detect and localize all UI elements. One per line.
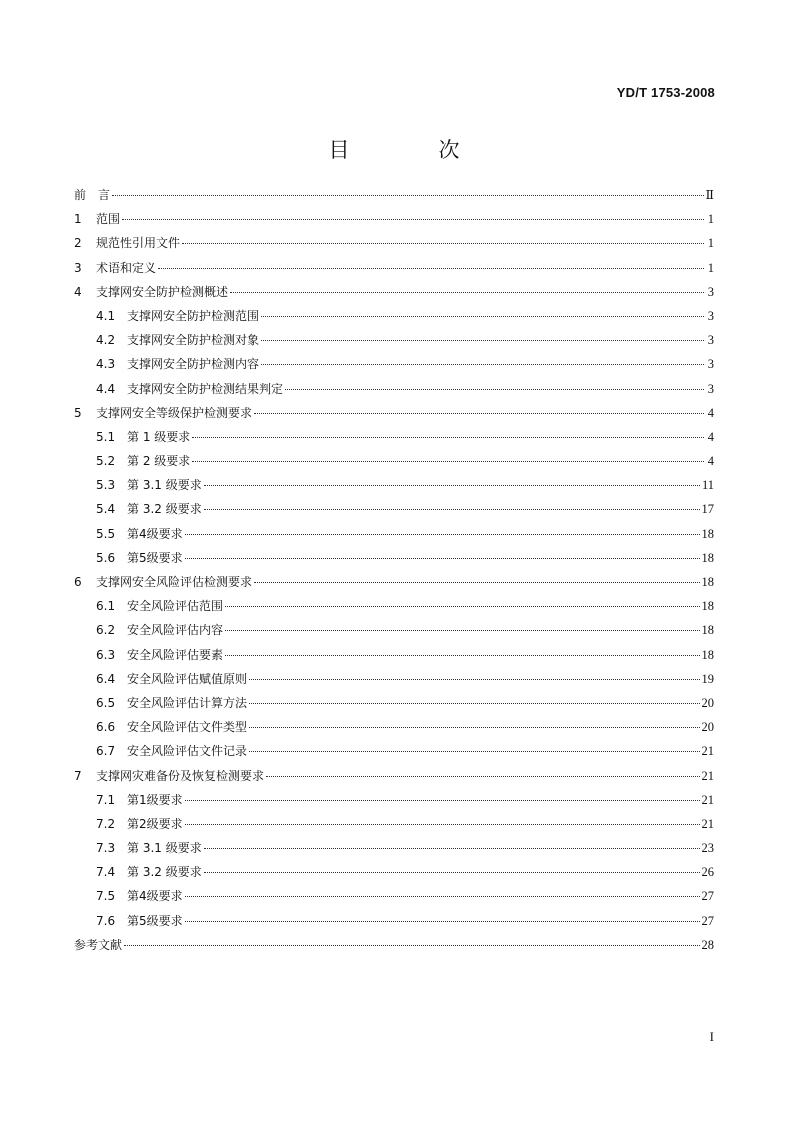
toc-entry-number: 6.4 <box>96 671 116 686</box>
dot-leader <box>185 558 700 559</box>
toc-entry-label: 安全风险评估赋值原则 <box>127 671 248 686</box>
toc-entry[interactable] <box>74 283 714 307</box>
dot-leader <box>225 606 699 607</box>
toc-entry-page: 3 <box>707 308 714 323</box>
toc-entry-number: 7.6 <box>96 913 116 928</box>
toc-entry-number: 5.1 <box>96 429 116 444</box>
table-of-contents <box>74 186 714 960</box>
document-code: YD/T 1753-2008 <box>616 85 715 100</box>
toc-entry-number: 7 <box>74 768 82 783</box>
toc-entry-label: 支撑网安全防护检测内容 <box>127 357 260 372</box>
toc-entry-number: 6.5 <box>96 695 116 710</box>
toc-entry[interactable] <box>74 549 714 573</box>
toc-entry-label: 第2级要求 <box>127 816 183 831</box>
toc-entry[interactable] <box>74 887 714 911</box>
toc-entry[interactable] <box>74 452 714 476</box>
toc-entry-page: 3 <box>707 284 714 299</box>
dot-leader <box>122 219 704 220</box>
toc-entry[interactable] <box>74 863 714 887</box>
toc-entry-label: 第1级要求 <box>127 792 183 807</box>
toc-entry-number: 5.3 <box>96 478 116 493</box>
toc-entry[interactable] <box>74 380 714 404</box>
dot-leader <box>249 727 699 728</box>
toc-entry[interactable] <box>74 404 714 428</box>
toc-entry-page: 26 <box>701 865 714 880</box>
toc-entry[interactable] <box>74 718 714 742</box>
toc-entry[interactable] <box>74 670 714 694</box>
dot-leader <box>266 776 699 777</box>
toc-title: 目 次 <box>328 138 494 162</box>
toc-entry[interactable] <box>74 428 714 452</box>
toc-entry-page: 3 <box>707 357 714 372</box>
dot-leader <box>261 340 704 341</box>
toc-entry[interactable] <box>74 936 714 960</box>
toc-entry-label: 术语和定义 <box>96 260 157 275</box>
toc-entry-label: 第 3.1 级要求 <box>127 841 202 856</box>
toc-entry[interactable] <box>74 234 714 258</box>
dot-leader <box>249 703 699 704</box>
dot-leader <box>112 195 703 196</box>
toc-entry-number: 7.2 <box>96 816 116 831</box>
toc-entry-number: 6.2 <box>96 623 116 638</box>
toc-entry-label: 安全风险评估要素 <box>127 647 224 662</box>
toc-entry-label: 安全风险评估文件记录 <box>127 744 248 759</box>
toc-entry-label: 支撑网安全防护检测概述 <box>96 284 229 299</box>
toc-entry-page: 18 <box>701 599 714 614</box>
toc-entry[interactable] <box>74 307 714 331</box>
toc-entry-label: 安全风险评估文件类型 <box>127 720 248 735</box>
toc-entry-label: 安全风险评估范围 <box>127 599 224 614</box>
toc-entry[interactable] <box>74 210 714 234</box>
toc-entry[interactable] <box>74 791 714 815</box>
dot-leader <box>204 485 700 486</box>
toc-entry-page: 3 <box>707 381 714 396</box>
toc-entry-page: 11 <box>701 478 714 493</box>
toc-entry-page: 3 <box>707 333 714 348</box>
toc-entry[interactable] <box>74 525 714 549</box>
toc-entry[interactable] <box>74 259 714 283</box>
toc-entry-page: 17 <box>701 502 714 517</box>
toc-entry-page: 21 <box>701 816 714 831</box>
toc-entry-number: 7.1 <box>96 792 116 807</box>
toc-entry-label: 参考文献 <box>74 937 123 952</box>
dot-leader <box>261 364 704 365</box>
toc-entry[interactable] <box>74 646 714 670</box>
dot-leader <box>185 824 700 825</box>
toc-entry-number: 6.3 <box>96 647 116 662</box>
toc-entry-page: 21 <box>701 768 714 783</box>
toc-entry-page: 18 <box>701 526 714 541</box>
toc-entry-number: 6.6 <box>96 720 116 735</box>
toc-entry[interactable] <box>74 476 714 500</box>
toc-entry-number: 2 <box>74 236 82 251</box>
toc-entry-page: 23 <box>701 841 714 856</box>
toc-entry-label: 第 3.2 级要求 <box>127 865 202 880</box>
toc-entry[interactable] <box>74 186 714 210</box>
toc-entry-number: 5 <box>74 405 82 420</box>
toc-entry[interactable] <box>74 331 714 355</box>
dot-leader <box>225 630 699 631</box>
toc-entry-label: 第4级要求 <box>127 889 183 904</box>
toc-entry-page: 18 <box>701 623 714 638</box>
toc-entry-number: 6.7 <box>96 744 116 759</box>
toc-entry-page: 4 <box>707 454 714 469</box>
toc-entry-page: 18 <box>701 647 714 662</box>
toc-entry-number: 6 <box>74 575 82 589</box>
dot-leader <box>185 896 700 897</box>
dot-leader <box>204 848 700 849</box>
toc-entry[interactable] <box>74 694 714 718</box>
dot-leader <box>285 389 704 390</box>
dot-leader <box>158 268 704 269</box>
toc-entry-number: 7.4 <box>96 865 116 880</box>
toc-entry[interactable] <box>74 500 714 524</box>
toc-entry-page: 1 <box>707 212 714 227</box>
toc-entry[interactable] <box>74 767 714 791</box>
toc-entry-page: 18 <box>701 550 714 565</box>
page-number: I <box>709 1029 714 1044</box>
toc-entry-number: 5.2 <box>96 454 116 469</box>
toc-entry-label: 第5级要求 <box>127 913 183 928</box>
toc-entry-page: 1 <box>707 236 714 251</box>
dot-leader <box>249 751 699 752</box>
toc-entry-page: 21 <box>701 744 714 759</box>
toc-entry[interactable] <box>74 573 714 597</box>
dot-leader <box>261 316 704 317</box>
toc-entry-number: 1 <box>74 212 82 227</box>
toc-entry-label: 安全风险评估计算方法 <box>127 695 248 710</box>
toc-entry-label: 前 言 <box>74 188 111 202</box>
toc-entry-label: 支撑网安全风险评估检测要求 <box>96 575 253 589</box>
toc-entry-number: 7.5 <box>96 889 116 904</box>
toc-entry-page: 4 <box>707 429 714 444</box>
dot-leader <box>185 534 700 535</box>
toc-entry-number: 4.2 <box>96 333 116 348</box>
dot-leader <box>204 872 700 873</box>
dot-leader <box>124 945 699 946</box>
toc-entry-number: 7.3 <box>96 841 116 856</box>
toc-entry-page: 1 <box>707 260 714 275</box>
toc-entry-label: 支撑网灾难备份及恢复检测要求 <box>96 768 265 783</box>
dot-leader <box>192 461 704 462</box>
toc-entry[interactable] <box>74 912 714 936</box>
toc-entry-label: 安全风险评估内容 <box>127 623 224 638</box>
toc-entry[interactable] <box>74 621 714 645</box>
toc-entry-label: 支撑网安全防护检测范围 <box>127 308 260 323</box>
toc-entry-number: 4.3 <box>96 357 116 372</box>
dot-leader <box>254 413 704 414</box>
toc-entry-label: 支撑网安全防护检测对象 <box>127 333 260 348</box>
toc-entry[interactable] <box>74 815 714 839</box>
toc-entry-label: 第 3.1 级要求 <box>127 478 202 493</box>
dot-leader <box>204 509 700 510</box>
toc-entry-number: 6.1 <box>96 599 116 614</box>
toc-entry-page: 18 <box>701 575 714 589</box>
dot-leader <box>185 800 700 801</box>
toc-entry-number: 5.6 <box>96 550 116 565</box>
toc-entry-page: 4 <box>707 405 714 420</box>
toc-entry-label: 第 3.2 级要求 <box>127 502 202 517</box>
dot-leader <box>182 243 704 244</box>
dot-leader <box>185 921 700 922</box>
toc-entry-number: 4.4 <box>96 381 116 396</box>
toc-entry-label: 支撑网安全等级保护检测要求 <box>96 405 253 420</box>
toc-entry-number: 5.5 <box>96 526 116 541</box>
toc-entry-label: 第 2 级要求 <box>127 454 191 469</box>
dot-leader <box>254 582 699 583</box>
toc-entry[interactable] <box>74 742 714 766</box>
toc-entry-label: 规范性引用文件 <box>96 236 181 251</box>
toc-entry-page: 27 <box>701 913 714 928</box>
toc-entry-label: 第5级要求 <box>127 550 183 565</box>
toc-entry[interactable] <box>74 355 714 379</box>
toc-entry-number: 4.1 <box>96 308 116 323</box>
dot-leader <box>249 679 699 680</box>
toc-entry-label: 第 1 级要求 <box>127 429 191 444</box>
toc-entry-number: 5.4 <box>96 502 116 517</box>
dot-leader <box>225 655 699 656</box>
dot-leader <box>230 292 704 293</box>
toc-entry-label: 第4级要求 <box>127 526 183 541</box>
toc-entry[interactable] <box>74 597 714 621</box>
toc-entry-page: 20 <box>701 695 714 710</box>
toc-entry-label: 支撑网安全防护检测结果判定 <box>127 381 284 396</box>
toc-entry-page: 28 <box>701 937 714 952</box>
toc-entry[interactable] <box>74 839 714 863</box>
toc-entry-page: 20 <box>701 720 714 735</box>
toc-entry-page: 21 <box>701 792 714 807</box>
toc-entry-page: Ⅱ <box>705 188 714 202</box>
dot-leader <box>192 437 704 438</box>
toc-entry-page: 27 <box>701 889 714 904</box>
toc-entry-page: 19 <box>701 671 714 686</box>
toc-entry-number: 4 <box>74 284 82 299</box>
toc-entry-number: 3 <box>74 260 82 275</box>
toc-entry-label: 范围 <box>96 212 121 227</box>
